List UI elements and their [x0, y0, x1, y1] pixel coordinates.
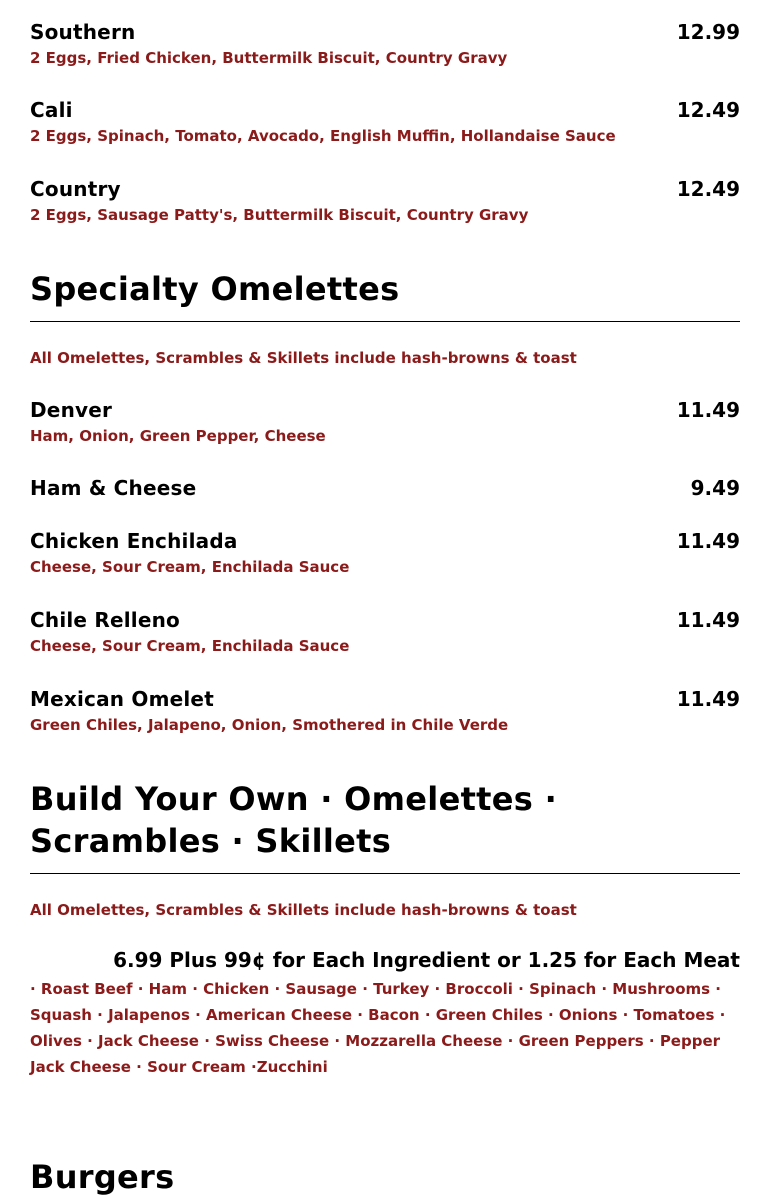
item-price: 11.49 [676, 687, 740, 711]
section-note: All Omelettes, Scrambles & Skillets include hash-browns & toast [30, 349, 577, 367]
item-description: Cheese, Sour Cream, Enchilada Sauce [30, 558, 350, 576]
item-price: 12.99 [676, 20, 740, 44]
item-price: 11.49 [676, 398, 740, 422]
item-description: Ham, Onion, Green Pepper, Cheese [30, 427, 326, 445]
item-description: 2 Eggs, Sausage Patty's, Buttermilk Biscuit, Country Gravy [30, 206, 529, 224]
item-description: 2 Eggs, Spinach, Tomato, Avocado, English Muffin, Hollandaise Sauce [30, 127, 616, 145]
section-divider [30, 321, 740, 322]
item-description: 2 Eggs, Fried Chicken, Buttermilk Biscuit, Country Gravy [30, 49, 508, 67]
menu-item-southern [30, 20, 740, 68]
item-name: Ham & Cheese [30, 476, 197, 500]
section-note: All Omelettes, Scrambles & Skillets include hash-browns & toast [30, 901, 577, 919]
item-price: 9.49 [690, 476, 740, 500]
item-price: 12.49 [676, 98, 740, 122]
menu-item-denver [30, 398, 740, 446]
item-description: Cheese, Sour Cream, Enchilada Sauce [30, 637, 350, 655]
item-name: Cali [30, 98, 73, 122]
item-description: Green Chiles, Jalapeno, Onion, Smothered in Chile Verde [30, 716, 509, 734]
menu-item-chile-relleno [30, 608, 740, 656]
menu-item-cali [30, 98, 740, 146]
menu-item-mexican-omelet [30, 687, 740, 735]
item-name: Chile Relleno [30, 608, 180, 632]
menu-item-chicken-enchilada [30, 529, 740, 577]
item-name: Denver [30, 398, 113, 422]
item-price: 11.49 [676, 529, 740, 553]
section-title-burgers: Burgers [30, 1158, 175, 1196]
byo-pricing: 6.99 Plus 99¢ for Each Ingredient or 1.25 for Each Meat [113, 948, 740, 972]
item-name: Southern [30, 20, 136, 44]
section-divider [30, 873, 740, 874]
section-title-specialty-omelettes: Specialty Omelettes [30, 270, 400, 308]
item-price: 12.49 [676, 177, 740, 201]
item-price: 11.49 [676, 608, 740, 632]
menu-item-country [30, 177, 740, 225]
item-name: Mexican Omelet [30, 687, 214, 711]
item-name: Country [30, 177, 121, 201]
menu-item-ham-cheese [30, 476, 740, 500]
ingredient-list: · Roast Beef · Ham · Chicken · Sausage · Turkey · Broccoli · Spinach · Mushrooms · Squash · Jalapenos · American Cheese · Bacon · Green Chiles · Onions · Tomatoes · Olives · Jack Cheese · Swiss Cheese · Mozzarella Cheese · Green Peppers · Pepper Jack Cheese · Sour Cream ·Zucchini [30, 980, 726, 1076]
item-name: Chicken Enchilada [30, 529, 238, 553]
section-title-build-your-own: Build Your Own · Omelettes · Scrambles · Skillets [30, 780, 558, 860]
